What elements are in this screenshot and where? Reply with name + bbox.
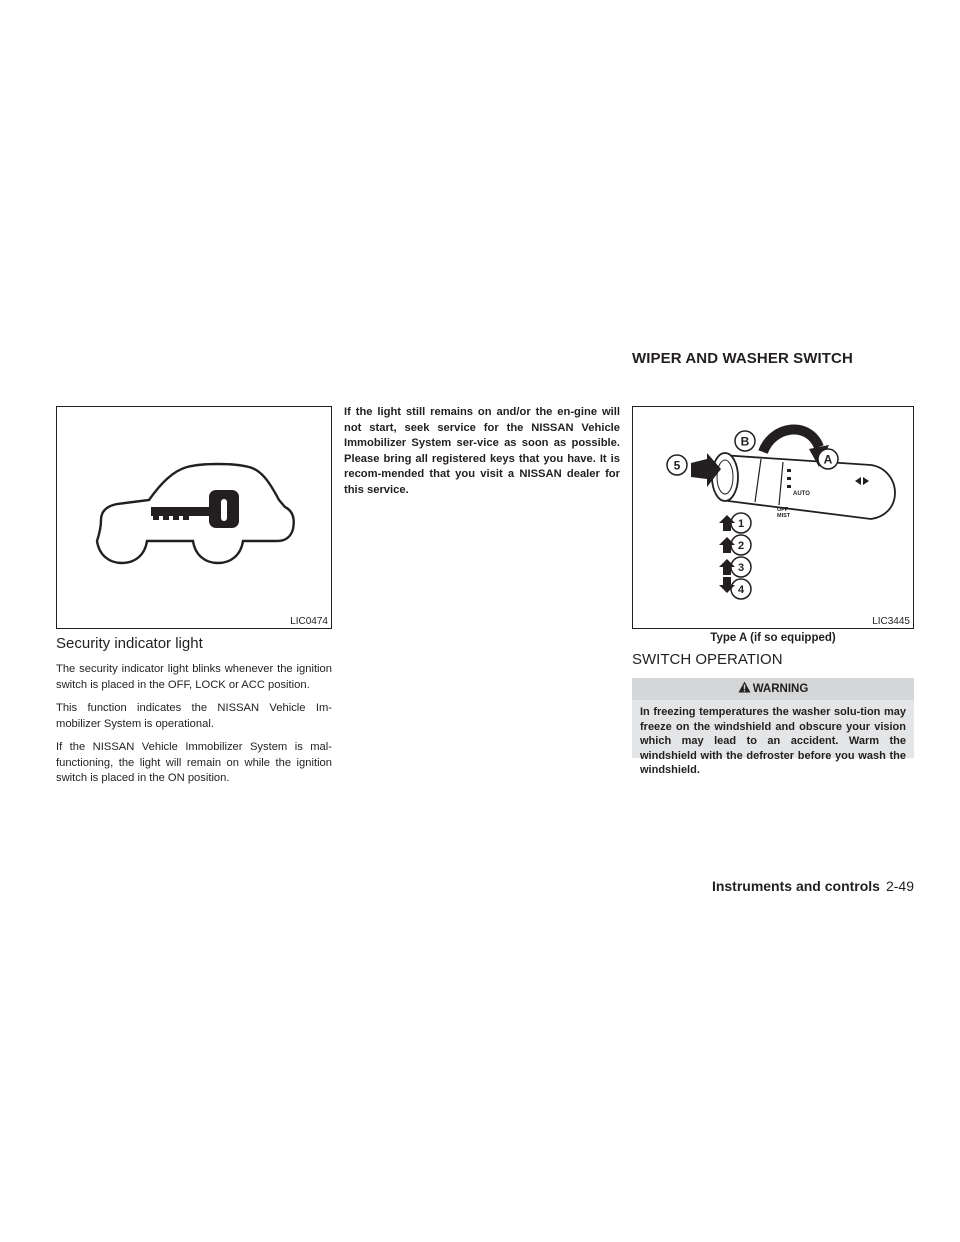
- switch-label-off: OFF: [777, 507, 788, 513]
- callout-5: 5: [673, 458, 681, 473]
- paragraph: This function indicates the NISSAN Vehicle Im-mobilizer System is operational.: [56, 702, 332, 730]
- figure-code: LIC3445: [872, 616, 910, 627]
- switch-label-auto: AUTO: [793, 491, 810, 497]
- warning-label: WARNING: [752, 683, 809, 695]
- wiper-switch-illustration: [633, 407, 913, 628]
- switch-operation-heading: SWITCH OPERATION: [632, 651, 783, 668]
- callout-b: B: [740, 434, 750, 449]
- callout-4: 4: [737, 584, 745, 596]
- warning-box: [632, 678, 914, 776]
- switch-label-mist: MIST: [777, 513, 791, 519]
- section-title: WIPER AND WASHER SWITCH: [632, 350, 853, 367]
- figure-caption: Type A (if so equipped): [710, 632, 836, 644]
- car-key-icon: [57, 407, 331, 628]
- warning-header: [632, 678, 914, 700]
- callout-3: 3: [737, 562, 745, 574]
- page-footer: [640, 878, 914, 894]
- security-indicator-figure: [56, 406, 332, 629]
- paragraph: The security indicator light blinks whenever the ignition switch is placed in the OFF, LOCK or ACC position.: [56, 663, 332, 691]
- callout-a: A: [823, 452, 833, 467]
- warning-text: In freezing temperatures the washer solu-tion may freeze on the windshield and obscure your vision which may lead to an accident. Warm the windshield with the defroster before you wash the windshield.: [640, 706, 906, 776]
- chapter-name: Instruments and controls: [711, 878, 880, 894]
- security-heading: Security indicator light: [56, 635, 203, 652]
- callout-2: 2: [737, 540, 745, 552]
- figure-code: LIC0474: [290, 616, 328, 627]
- callout-1: 1: [737, 518, 745, 530]
- security-text: [56, 662, 332, 795]
- page-number: 2-49: [885, 878, 914, 894]
- warning-triangle-icon: [738, 681, 751, 693]
- service-note: If the light still remains on and/or the en-gine will not start, seek service for the NISSAN Vehicle Immobilizer System ser-vice as soon as possible. Please bring all registered keys that you have. It is recom-mended that you visit a NISSAN dealer for this service.: [344, 406, 620, 496]
- paragraph: If the NISSAN Vehicle Immobilizer System is mal-functioning, the light will remain on while the ignition switch is placed in the ON position.: [56, 741, 332, 784]
- wiper-switch-figure: [632, 406, 914, 629]
